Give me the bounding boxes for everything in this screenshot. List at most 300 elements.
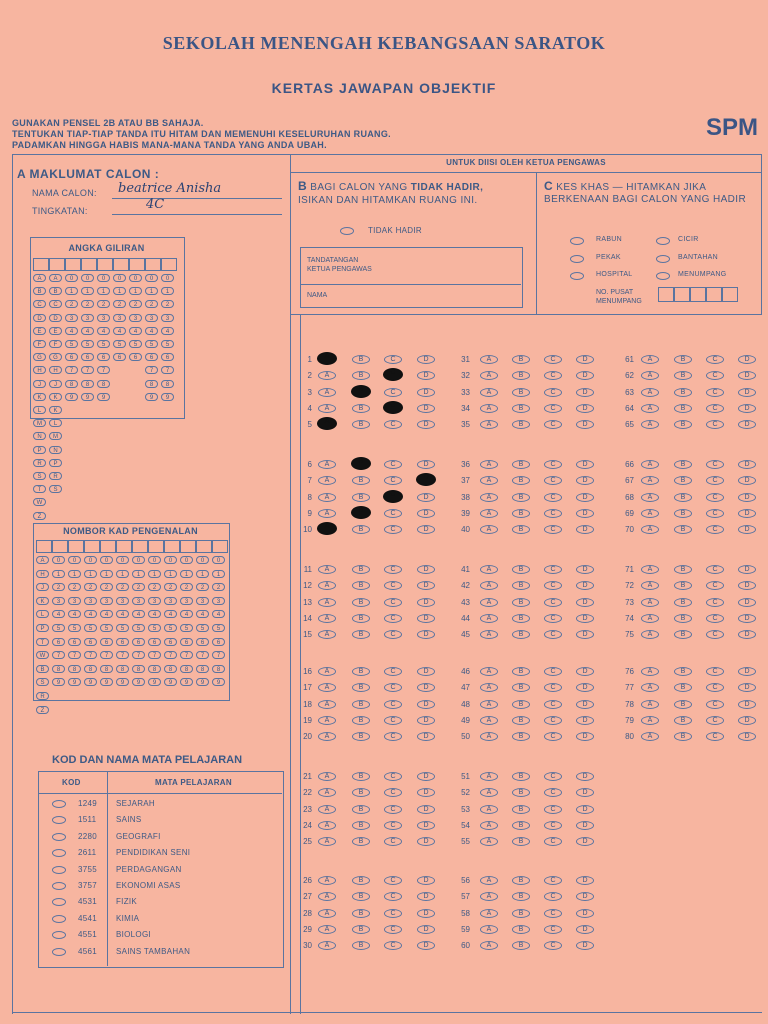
answer-bubble[interactable]: A [480,876,498,885]
kad-digit-bubble[interactable]: 5 [84,624,97,632]
giliran-digit-bubble[interactable]: 6 [97,353,110,361]
answer-bubble[interactable]: A [318,925,336,934]
answer-bubble[interactable]: B [512,788,530,797]
answer-bubble[interactable]: D [738,476,756,485]
giliran-digit-bubble[interactable]: 2 [113,300,126,308]
kad-digit-bubble[interactable]: 9 [196,678,209,686]
answer-bubble[interactable]: B [352,683,370,692]
giliran-digit-bubble[interactable]: 5 [129,340,142,348]
giliran-letter-bubble[interactable]: H [33,366,46,374]
kad-letter-bubble[interactable]: T [36,638,49,646]
answer-bubble[interactable]: D [576,876,594,885]
answer-bubble[interactable]: C [544,700,562,709]
answer-bubble[interactable]: D [417,772,435,781]
giliran-digit-bubble[interactable]: 4 [65,327,78,335]
answer-bubble[interactable]: C [706,581,724,590]
answer-bubble[interactable]: C [544,805,562,814]
giliran-digit-bubble[interactable]: 3 [81,314,94,322]
answer-bubble[interactable]: D [417,493,435,502]
answer-bubble[interactable]: A [480,614,498,623]
answer-bubble[interactable]: D [417,909,435,918]
giliran-digit-bubble[interactable]: 3 [65,314,78,322]
answer-bubble[interactable]: D [417,683,435,692]
answer-bubble[interactable]: C [544,509,562,518]
answer-bubble[interactable]: C [544,476,562,485]
kad-digit-bubble[interactable]: 3 [148,597,161,605]
answer-bubble[interactable]: A [641,581,659,590]
giliran-letter-bubble[interactable]: P [33,446,46,454]
answer-bubble[interactable]: C [384,821,402,830]
answer-bubble[interactable]: C [544,892,562,901]
answer-bubble[interactable]: B [352,371,370,380]
giliran-letter-bubble[interactable]: R [33,459,46,467]
kad-digit-bubble[interactable]: 4 [212,610,225,618]
answer-bubble[interactable]: D [417,371,435,380]
answer-bubble[interactable]: B [512,821,530,830]
answer-bubble[interactable]: C [544,732,562,741]
answer-bubble[interactable]: C [384,805,402,814]
answer-bubble[interactable]: C [544,772,562,781]
giliran-digit-bubble[interactable]: 1 [161,287,174,295]
answer-bubble[interactable]: C [544,355,562,364]
answer-bubble[interactable]: D [417,716,435,725]
answer-bubble[interactable]: B [674,614,692,623]
answer-bubble[interactable]: B [512,892,530,901]
answer-bubble[interactable]: D [576,667,594,676]
answer-bubble-marked[interactable]: B [351,457,371,470]
answer-bubble[interactable]: C [706,493,724,502]
answer-bubble[interactable]: B [352,525,370,534]
pusat-box[interactable] [690,287,706,302]
giliran-letter-bubble[interactable]: R [49,472,62,480]
answer-bubble[interactable]: A [318,788,336,797]
answer-bubble[interactable]: C [384,525,402,534]
pusat-box[interactable] [706,287,722,302]
kad-digit-bubble[interactable]: 7 [132,651,145,659]
giliran-digit-bubble[interactable]: 7 [145,366,158,374]
answer-bubble[interactable]: B [674,565,692,574]
answer-bubble[interactable]: C [384,598,402,607]
answer-bubble[interactable]: C [384,876,402,885]
giliran-digit-bubble[interactable]: 3 [161,314,174,322]
giliran-digit-bubble[interactable]: 2 [65,300,78,308]
kad-digit-bubble[interactable]: 4 [68,610,81,618]
answer-bubble[interactable]: D [417,837,435,846]
kad-letter-bubble[interactable]: K [36,597,49,605]
giliran-letter-bubble[interactable]: P [49,459,62,467]
kad-digit-bubble[interactable]: 4 [148,610,161,618]
giliran-digit-bubble[interactable]: 1 [65,287,78,295]
answer-bubble[interactable]: D [417,404,435,413]
kad-digit-bubble[interactable]: 4 [196,610,209,618]
giliran-digit-bubble[interactable]: 0 [97,274,110,282]
answer-bubble[interactable]: A [480,388,498,397]
kad-digit-bubble[interactable]: 3 [100,597,113,605]
answer-bubble[interactable]: A [318,821,336,830]
case-pekak-bubble[interactable] [570,255,584,263]
answer-bubble[interactable]: D [576,821,594,830]
pusat-box[interactable] [674,287,690,302]
giliran-letter-bubble[interactable]: J [33,380,46,388]
kad-digit-bubble[interactable]: 1 [196,570,209,578]
answer-bubble[interactable]: B [512,805,530,814]
kad-digit-bubble[interactable]: 4 [52,610,65,618]
answer-bubble[interactable]: B [512,525,530,534]
giliran-digit-bubble[interactable]: 8 [65,380,78,388]
kad-digit-bubble[interactable]: 3 [196,597,209,605]
kad-digit-bubble[interactable]: 7 [196,651,209,659]
answer-bubble[interactable]: B [512,404,530,413]
answer-bubble[interactable]: B [674,388,692,397]
kad-letter-bubble[interactable]: R [36,692,49,700]
giliran-digit-bubble[interactable]: 0 [113,274,126,282]
answer-bubble-marked[interactable]: B [351,385,371,398]
pusat-box[interactable] [722,287,738,302]
answer-bubble[interactable]: B [352,821,370,830]
answer-bubble[interactable]: A [480,404,498,413]
giliran-letter-bubble[interactable]: T [33,485,46,493]
kad-digit-bubble[interactable]: 2 [180,583,193,591]
answer-bubble[interactable]: A [318,805,336,814]
kad-digit-bubble[interactable]: 1 [212,570,225,578]
kad-digit-bubble[interactable]: 4 [116,610,129,618]
giliran-digit-bubble[interactable]: 6 [145,353,158,361]
answer-bubble[interactable]: A [480,892,498,901]
kad-digit-bubble[interactable]: 6 [196,638,209,646]
answer-bubble[interactable]: C [384,355,402,364]
kad-digit-bubble[interactable]: 5 [68,624,81,632]
giliran-digit-bubble[interactable]: 2 [161,300,174,308]
answer-bubble[interactable]: D [576,388,594,397]
answer-bubble[interactable]: B [512,460,530,469]
giliran-letter-bubble[interactable]: F [33,340,46,348]
kad-digit-bubble[interactable]: 5 [52,624,65,632]
kad-digit-bubble[interactable]: 2 [164,583,177,591]
giliran-digit-bubble[interactable]: 5 [97,340,110,348]
answer-bubble[interactable]: D [576,525,594,534]
answer-bubble[interactable]: A [480,525,498,534]
answer-bubble[interactable]: C [544,598,562,607]
answer-bubble[interactable]: C [544,788,562,797]
giliran-letter-bubble[interactable]: A [33,274,46,282]
giliran-digit-bubble[interactable]: 7 [97,366,110,374]
answer-bubble[interactable]: B [512,598,530,607]
answer-bubble[interactable]: A [480,371,498,380]
answer-bubble[interactable]: C [544,837,562,846]
answer-bubble[interactable]: C [544,493,562,502]
answer-bubble[interactable]: D [738,404,756,413]
answer-bubble[interactable]: B [512,772,530,781]
answer-bubble[interactable]: D [417,420,435,429]
answer-bubble[interactable]: C [706,355,724,364]
answer-bubble[interactable]: C [706,404,724,413]
answer-bubble[interactable]: A [480,630,498,639]
kad-digit-bubble[interactable]: 8 [68,665,81,673]
answer-bubble[interactable]: C [544,909,562,918]
answer-bubble[interactable]: A [480,732,498,741]
answer-bubble[interactable]: D [738,667,756,676]
giliran-letter-bubble[interactable]: K [49,406,62,414]
answer-bubble[interactable]: B [512,941,530,950]
answer-bubble[interactable]: A [641,404,659,413]
giliran-letter-bubble[interactable]: G [49,353,62,361]
answer-bubble[interactable]: C [384,892,402,901]
answer-bubble[interactable]: D [738,683,756,692]
answer-bubble[interactable]: D [576,892,594,901]
answer-bubble[interactable]: B [352,614,370,623]
giliran-digit-bubble[interactable]: 2 [129,300,142,308]
giliran-letter-bubble[interactable]: H [49,366,62,374]
kad-digit-bubble[interactable]: 9 [100,678,113,686]
answer-bubble[interactable]: C [544,614,562,623]
answer-bubble[interactable]: A [480,565,498,574]
kad-digit-bubble[interactable]: 1 [84,570,97,578]
answer-bubble[interactable]: C [544,630,562,639]
kad-digit-bubble[interactable]: 8 [52,665,65,673]
answer-bubble[interactable]: A [641,700,659,709]
answer-bubble[interactable]: A [480,683,498,692]
answer-bubble[interactable]: B [512,716,530,725]
case-bantahan-bubble[interactable] [656,255,670,263]
giliran-digit-bubble[interactable]: 9 [97,393,110,401]
kad-digit-bubble[interactable]: 2 [132,583,145,591]
answer-bubble[interactable]: B [674,476,692,485]
answer-bubble[interactable]: C [544,667,562,676]
giliran-letter-bubble[interactable]: C [33,300,46,308]
candidate-name[interactable]: beatrice Anisha [118,181,222,196]
giliran-digit-bubble[interactable]: 1 [97,287,110,295]
answer-bubble[interactable]: D [576,909,594,918]
giliran-digit-bubble[interactable]: 1 [129,287,142,295]
giliran-letter-bubble[interactable]: E [33,327,46,335]
kad-digit-bubble[interactable]: 7 [148,651,161,659]
answer-bubble[interactable]: C [544,941,562,950]
tidak-hadir-bubble[interactable] [340,227,354,235]
answer-bubble[interactable]: D [417,892,435,901]
answer-bubble[interactable]: C [544,565,562,574]
giliran-digit-bubble[interactable]: 4 [81,327,94,335]
answer-bubble[interactable]: B [674,509,692,518]
answer-bubble[interactable]: B [352,892,370,901]
answer-bubble[interactable]: A [641,614,659,623]
answer-bubble[interactable]: D [417,355,435,364]
answer-bubble[interactable]: B [674,630,692,639]
answer-bubble[interactable]: C [544,371,562,380]
answer-bubble-marked[interactable]: B [351,506,371,519]
answer-bubble[interactable]: C [544,821,562,830]
answer-bubble[interactable]: A [641,476,659,485]
kad-digit-bubble[interactable]: 4 [164,610,177,618]
answer-bubble[interactable]: B [512,509,530,518]
answer-bubble[interactable]: D [738,732,756,741]
answer-bubble[interactable]: C [384,788,402,797]
subject-bubble[interactable] [52,882,66,890]
kad-digit-bubble[interactable]: 8 [212,665,225,673]
answer-bubble[interactable]: B [674,700,692,709]
giliran-digit-bubble[interactable]: 1 [113,287,126,295]
kad-digit-bubble[interactable]: 4 [132,610,145,618]
kad-digit-bubble[interactable]: 9 [180,678,193,686]
giliran-digit-bubble[interactable]: 4 [161,327,174,335]
kad-digit-bubble[interactable]: 3 [180,597,193,605]
answer-bubble[interactable]: C [384,509,402,518]
giliran-digit-bubble[interactable]: 5 [113,340,126,348]
answer-bubble[interactable]: D [417,805,435,814]
answer-bubble[interactable]: A [318,493,336,502]
answer-bubble[interactable]: B [512,683,530,692]
giliran-letter-bubble[interactable]: K [49,393,62,401]
giliran-digit-bubble[interactable]: 0 [161,274,174,282]
kad-digit-bubble[interactable]: 5 [196,624,209,632]
giliran-digit-bubble[interactable]: 4 [113,327,126,335]
giliran-digit-bubble[interactable]: 7 [161,366,174,374]
kad-digit-bubble[interactable]: 1 [180,570,193,578]
giliran-digit-bubble[interactable]: 1 [81,287,94,295]
answer-bubble[interactable]: B [352,876,370,885]
answer-bubble[interactable]: A [480,476,498,485]
answer-bubble[interactable]: C [384,716,402,725]
answer-bubble[interactable]: B [352,941,370,950]
giliran-letter-bubble[interactable]: B [33,287,46,295]
case-hospital-bubble[interactable] [570,272,584,280]
kad-digit-bubble[interactable]: 2 [196,583,209,591]
kad-digit-bubble[interactable]: 6 [52,638,65,646]
kad-digit-bubble[interactable]: 5 [212,624,225,632]
giliran-digit-bubble[interactable]: 8 [145,380,158,388]
answer-bubble[interactable]: D [576,581,594,590]
giliran-letter-bubble[interactable]: C [49,300,62,308]
answer-bubble[interactable]: D [738,565,756,574]
kad-digit-bubble[interactable]: 0 [52,556,65,564]
kad-digit-bubble[interactable]: 9 [212,678,225,686]
kad-digit-bubble[interactable]: 9 [52,678,65,686]
kad-digit-bubble[interactable]: 9 [148,678,161,686]
kad-digit-bubble[interactable]: 7 [52,651,65,659]
kad-digit-bubble[interactable]: 0 [180,556,193,564]
answer-bubble[interactable]: A [318,772,336,781]
giliran-digit-bubble[interactable]: 0 [129,274,142,282]
answer-bubble[interactable]: A [480,716,498,725]
answer-bubble[interactable]: B [674,420,692,429]
giliran-digit-bubble[interactable]: 0 [81,274,94,282]
giliran-digit-bubble[interactable]: 4 [145,327,158,335]
kad-digit-bubble[interactable]: 0 [116,556,129,564]
giliran-digit-bubble[interactable]: 4 [97,327,110,335]
answer-bubble[interactable]: B [352,837,370,846]
answer-bubble[interactable]: A [480,581,498,590]
answer-bubble[interactable]: D [738,598,756,607]
answer-bubble[interactable]: D [576,355,594,364]
answer-bubble[interactable]: C [706,371,724,380]
case-rabun-bubble[interactable] [570,237,584,245]
answer-bubble[interactable]: C [384,388,402,397]
answer-bubble[interactable]: D [417,509,435,518]
answer-bubble[interactable]: A [641,598,659,607]
answer-bubble[interactable]: B [674,716,692,725]
answer-bubble[interactable]: A [641,509,659,518]
answer-bubble[interactable]: A [480,909,498,918]
answer-bubble[interactable]: B [512,476,530,485]
giliran-digit-bubble[interactable]: 6 [65,353,78,361]
kad-digit-bubble[interactable]: 6 [84,638,97,646]
answer-bubble[interactable]: C [706,683,724,692]
answer-bubble[interactable]: D [576,565,594,574]
answer-bubble[interactable]: B [674,371,692,380]
answer-bubble[interactable]: A [641,683,659,692]
answer-bubble[interactable]: C [706,420,724,429]
answer-bubble[interactable]: B [352,493,370,502]
answer-bubble[interactable]: D [738,509,756,518]
answer-bubble[interactable]: D [417,925,435,934]
kad-digit-bubble[interactable]: 9 [116,678,129,686]
answer-bubble[interactable]: C [384,941,402,950]
answer-bubble[interactable]: D [417,732,435,741]
answer-bubble[interactable]: C [706,460,724,469]
answer-bubble[interactable]: A [318,581,336,590]
answer-bubble[interactable]: C [544,420,562,429]
kad-digit-bubble[interactable]: 7 [68,651,81,659]
kad-digit-bubble[interactable]: 6 [180,638,193,646]
answer-bubble[interactable]: B [674,355,692,364]
answer-bubble[interactable]: A [641,493,659,502]
kad-digit-bubble[interactable]: 0 [68,556,81,564]
giliran-digit-bubble[interactable]: 5 [81,340,94,348]
giliran-digit-bubble[interactable]: 3 [145,314,158,322]
answer-bubble[interactable]: C [544,460,562,469]
answer-bubble[interactable]: A [480,420,498,429]
answer-bubble[interactable]: A [641,388,659,397]
giliran-digit-bubble[interactable]: 7 [81,366,94,374]
kad-digit-bubble[interactable]: 2 [148,583,161,591]
giliran-digit-bubble[interactable]: 5 [161,340,174,348]
answer-bubble[interactable]: D [738,493,756,502]
answer-bubble-marked[interactable]: A [317,522,337,535]
giliran-letter-bubble[interactable]: J [49,380,62,388]
answer-bubble[interactable]: D [417,525,435,534]
kad-digit-bubble[interactable]: 5 [164,624,177,632]
kad-digit-bubble[interactable]: 4 [180,610,193,618]
answer-bubble[interactable]: B [674,598,692,607]
kad-digit-bubble[interactable]: 8 [100,665,113,673]
answer-bubble[interactable]: A [641,355,659,364]
giliran-digit-bubble[interactable]: 3 [113,314,126,322]
answer-bubble[interactable]: B [512,565,530,574]
answer-bubble[interactable]: A [480,700,498,709]
answer-bubble[interactable]: C [706,598,724,607]
answer-bubble[interactable]: D [417,821,435,830]
giliran-letter-bubble[interactable]: L [49,419,62,427]
kad-letter-bubble[interactable]: W [36,651,49,659]
subject-bubble[interactable] [52,948,66,956]
giliran-digit-bubble[interactable]: 9 [81,393,94,401]
answer-bubble[interactable]: B [352,909,370,918]
giliran-digit-bubble[interactable]: 6 [81,353,94,361]
kad-letter-bubble[interactable]: Z [36,706,49,714]
kad-digit-bubble[interactable]: 8 [132,665,145,673]
answer-bubble[interactable]: C [706,388,724,397]
subject-bubble[interactable] [52,800,66,808]
giliran-letter-bubble[interactable]: M [49,432,62,440]
answer-bubble[interactable]: D [576,614,594,623]
answer-bubble[interactable]: D [576,700,594,709]
answer-bubble[interactable]: C [544,388,562,397]
answer-bubble[interactable]: B [352,420,370,429]
answer-bubble[interactable]: A [641,371,659,380]
giliran-letter-bubble[interactable]: S [49,485,62,493]
answer-bubble[interactable]: C [706,667,724,676]
answer-bubble[interactable]: C [384,732,402,741]
answer-bubble[interactable]: C [384,581,402,590]
